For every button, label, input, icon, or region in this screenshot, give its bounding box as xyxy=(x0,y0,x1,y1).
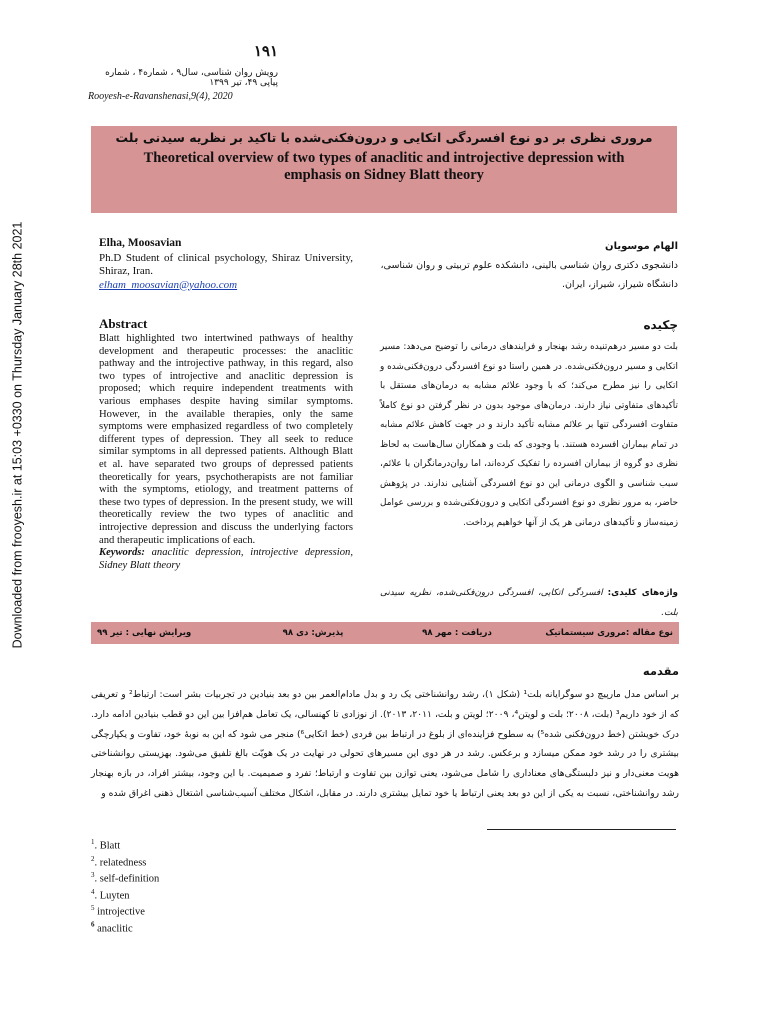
journal-citation-fa: رویش روان شناسی، سال۹ ، شماره۴ ، شماره پیاپی ۴۹، تیر ۱۳۹۹ xyxy=(105,68,278,88)
abstract-heading-fa: چکیده xyxy=(643,318,678,332)
keywords-label-en: Keywords: xyxy=(99,547,145,559)
title-banner xyxy=(91,126,677,213)
keywords-list-en: anaclitic depression, introjective depression, Sidney Blatt theory xyxy=(99,547,353,571)
abstract-fa xyxy=(380,318,678,533)
accepted-date: پذیرش: دی ۹۸ xyxy=(282,628,344,638)
keywords-en xyxy=(99,547,353,572)
author-block-fa xyxy=(378,237,678,294)
keywords-fa xyxy=(380,583,678,623)
author-affiliation-fa: دانشجوی دکتری روان شناسی بالینی، دانشکده علوم تربیتی و روان شناسی، دانشگاه شیراز، شیراز، ایران. xyxy=(380,260,678,290)
page-number: ۱۹۱ xyxy=(253,43,278,60)
author-name-en: Elha, Moosavian xyxy=(99,237,182,249)
abstract-heading-en: Abstract xyxy=(99,316,148,331)
footnote-item: $^1$. Blatt xyxy=(91,838,121,852)
author-name-fa: الهام موسویان xyxy=(605,241,678,252)
abstract-en xyxy=(99,316,353,572)
author-affiliation-en: Ph.D Student of clinical psychology, Shiraz University, Shiraz, Iran. xyxy=(99,251,353,277)
title-fa: مروری نظری بر دو نوع افسردگی اتکایی و درون‌فکنی‌شده با تاکید بر نظریه سیدنی بلت xyxy=(115,130,653,145)
keywords-list-fa: افسردگی اتکایی، افسردگی درون‌فکنی‌شده، نظریه سیدنی بلت. xyxy=(380,588,678,618)
article-type: نوع مقاله :مروری سیستماتیک xyxy=(545,628,673,638)
download-watermark-text: Downloaded from frooyesh.ir at 15:03 +0330 on Thursday January 28th 2021 xyxy=(10,221,25,649)
journal-citation-en: Rooyesh-e-Ravanshenasi,9(4), 2020 xyxy=(88,91,233,102)
footnotes xyxy=(91,836,291,935)
introduction-heading: مقدمه xyxy=(642,664,679,678)
footnote-divider xyxy=(487,829,676,830)
author-email-link[interactable]: elham_moosavian@yahoo.com xyxy=(99,278,238,291)
download-watermark xyxy=(4,200,30,670)
received-date: دریافت : مهر ۹۸ xyxy=(422,628,492,638)
author-block-en xyxy=(99,237,353,292)
abstract-body-fa: بلت دو مسیر درهم‌تنیده رشد بهنجار و فرایندهای درمانی را توضیح می‌دهد: مسیر اتکایی و مسیر درون‌فکنی‌شده. در همین راستا دو نوع افسردگی درون‌فکنی‌شده و اتکایی را نیز مطرح می‌کند؛ که با وجود علائم مشابه به درمان‌های مستقل با تأکیدهای متفاوتی نیاز دارند. درمان‌های موجود بدون در نظر گرفتن دو نوع کاملاً متفاوت افسردگی تنها بر علائم مشابه تأکید دارند و در جهت کاهش علائم مشابه در تمام بیماران افسرده هستند. با وجودی که بلت و همکاران سال‌هاست به لحاظ نظری دو گروه از بیماران افسرده را تفکیک کرده‌اند، اما روان‌درمانگران با علائم، سبب شناسی و الگوی درمانی این دو نوع افسردگی آشنایی ندارند. در پژوهش حاضر، به مرور نظری دو نوع افسردگی اتکایی و درون‌فکنی‌شده و بررسی عوامل زمینه‌ساز و تأکیدهای درمانی هر یک از آنها خواهیم پرداخت. xyxy=(380,342,678,528)
journal-header xyxy=(88,42,278,102)
footnote-item: $^5$ introjective xyxy=(91,904,145,918)
introduction-section xyxy=(91,664,679,804)
footnote-item: $^6$ anaclitic xyxy=(91,920,133,934)
article-info-bar xyxy=(91,622,679,644)
abstract-body-en: Blatt highlighted two intertwined pathways of healthy development and therapeutic processes: the anaclitic pathway and the introjective pathway, in this regard, also two types of introjective and anaclitic depression is proposed; which require independent treatments with various emphases despite having similar symptoms. However, in the available therapies, only the same symptoms were emphasized regardless of two completely different types of depression. They all seek to reduce similar symptoms in all depressed patients. Although Blatt et al. have separated two groups of depressed patients theoretically for years, psychotherapists are not familiar with the symptoms, etiology, and treatment patterns of these two types of depression. In the present study, we will theoretically review the two types of anaclitic and introjective depression and discuss the underlying factors and therapeutic implications of each. xyxy=(99,333,353,546)
footnote-item: $^3$. self-definition xyxy=(91,871,160,885)
title-en: Theoretical overview of two types of anaclitic and introjective depression with emphasis on Sidney Blatt theory xyxy=(143,150,625,183)
keywords-label-fa: واژه‌های کلیدی: xyxy=(607,588,679,598)
footnote-item: $^4$. Luyten xyxy=(91,887,130,901)
introduction-body: بر اساس مدل مارپیچ دو سوگرایانه بلت¹ (شکل ۱)، رشد روانشناختی یک رد و بدل مادام‌العمر بین دو بعد بنیادین در تجربیات بشر است: ارتباط² و تعریفی که از خود داریم³ (بلت، ۲۰۰۸؛ بلت و لویتن⁴، ۲۰۰۹؛ لویتن و بلت، ۲۰۱۱، ۲۰۱۳). از نوزادی تا کهنسالی، یک تعامل هم‌افزا بین این دو قطب بنیادین ادامه دارد. درک خویشتن (خط درون‌فکنی شده⁵) به سطوح فزاینده‌ای از بلوغ در ارتباط بین فردی (خط اتکایی⁶) منجر می شود که این به نوبهٔ خود، تفاوت و یکپارچگی بیشتری را در رشد خود ممکن میسازد و برعکس. رشد در هر دوی این مسیرهای تحولی در نهایت در یک هویّت بالغ تلفیق می‌شود. بهزیستی روانشناختی هویت معنی‌دار و نیز دلبستگی‌های معناداری را شامل می‌شود، یعنی توازن بین تفاوت و ارتباط؛ تفرد و صمیمیت. با این وجود، بیشتر افراد، در بازه بهنجار رشد روانشناختی، نسبت به یکی از این دو بعد یعنی ارتباط یا خود تمایل بیشتری دارند. در مقابل، اشکال مختلف آسیب‌شناسی اشتغال ذهنی اغراق شده و xyxy=(91,689,680,799)
footnote-item: $^2$. relatedness xyxy=(91,854,147,868)
final-edit-date: ویرایش نهایی : تیر ۹۹ xyxy=(97,628,192,638)
